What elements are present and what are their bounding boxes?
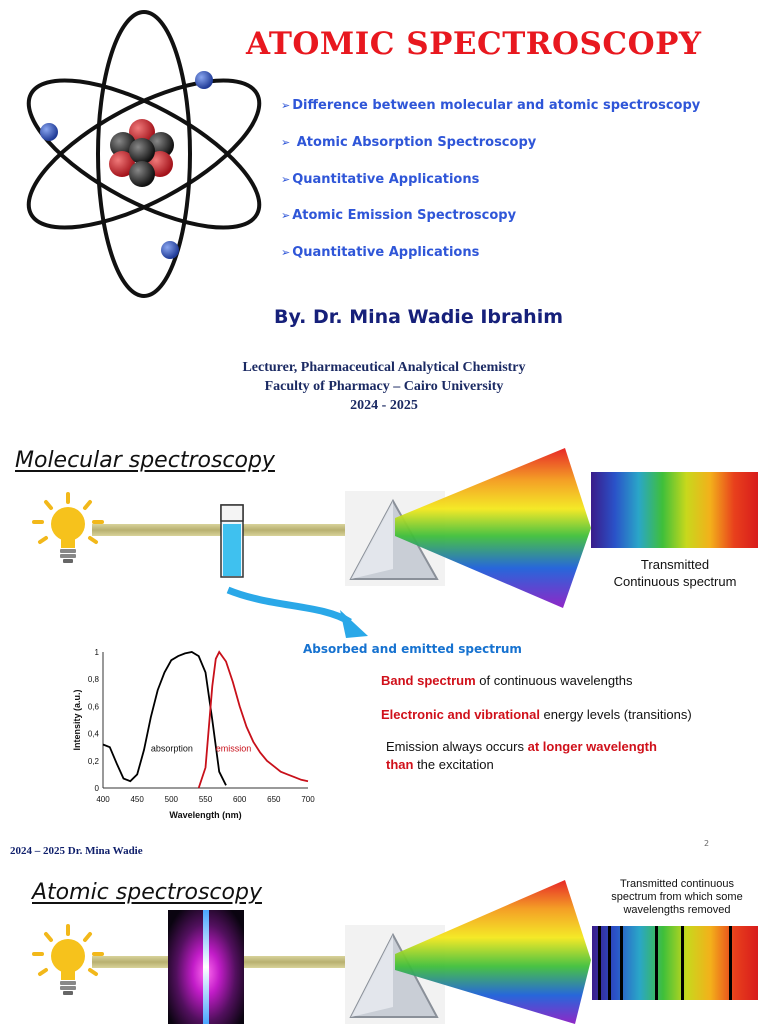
affiliation-line: Faculty of Pharmacy – Cairo University [264,379,504,394]
dispersed-spectrum [395,448,595,618]
affiliation-line: 2024 - 2025 [350,398,418,413]
slide-molecular [0,436,768,864]
y-tick-label: 1 [94,648,99,657]
section-heading: Atomic spectroscopy [32,880,262,905]
slide-footer: 2024 – 2025 Dr. Mina Wadie [10,845,143,857]
slide-title [0,0,768,430]
note-energy-levels: Electronic and vibrational energy levels (transitions) [381,707,692,722]
y-tick-label: 0,2 [87,756,99,766]
note-than-excitation: than the excitation [386,757,494,772]
y-tick-label: 0,4 [87,729,99,739]
y-axis-label: Intensity (a.u.) [72,689,82,751]
bullet-item: ➢ Difference between molecular and atomic spectroscopy [281,98,701,113]
bullet-item: ➢ Quantitative Applications [281,172,480,187]
bullet-item: ➢ Atomic Absorption Spectroscopy [281,135,537,150]
x-tick-label: 600 [232,795,247,804]
series-label-absorption: absorption [150,743,193,754]
atomizer-electrode [203,910,209,1024]
series-label-emission: emission [215,743,252,754]
affiliation-line: Lecturer, Pharmaceutical Analytical Chemistry [242,360,526,375]
arrow-bullet-icon: ➢ [281,136,291,149]
page-number: 2 [704,839,710,848]
author-name: By. Dr. Mina Wadie Ibrahim [274,306,564,328]
line-spectrum-bar [592,926,758,1000]
x-axis-label: Wavelength (nm) [169,810,242,820]
atom-illustration [8,8,280,308]
absorption-emission-chart [70,644,320,836]
x-tick-label: 450 [130,795,144,804]
arrow-bullet-icon: ➢ [281,246,291,259]
series-line-absorption [103,652,226,785]
arrow-bullet-icon: ➢ [281,173,291,186]
electron [161,241,179,259]
electron [40,123,58,141]
y-tick-label: 0,6 [87,702,99,712]
nucleus [109,119,174,187]
y-tick-label: 0,8 [87,675,99,685]
absorption-line [598,926,601,1000]
dispersed-spectrum [395,880,595,1024]
series-line-emission [199,652,308,788]
absorption-line [608,926,611,1000]
x-tick-label: 700 [301,795,315,804]
bullet-item: ➢ Quantitative Applications [281,245,480,260]
section-heading: Molecular spectroscopy [15,448,275,473]
slide-atomic [0,870,768,1024]
arrow-bullet-icon: ➢ [281,209,291,222]
arrow-bullet-icon: ➢ [281,99,291,112]
note-band-spectrum: Band spectrum of continuous wavelengths [381,673,633,688]
spectrum-caption: Transmitted continuous spectrum from which some wavelengths removed [611,878,743,916]
absorption-line [655,926,658,1000]
absorption-line [681,926,684,1000]
cuvette-icon [218,502,248,582]
absorption-line [620,926,623,1000]
note-emission-longer: Emission always occurs at longer wavelength [386,739,657,754]
electron [195,71,213,89]
y-tick-label: 0 [94,784,99,793]
absorbed-emitted-title: Absorbed and emitted spectrum [303,642,522,656]
x-tick-label: 400 [96,795,110,804]
x-tick-label: 500 [164,795,179,804]
curved-arrow-icon [222,584,377,646]
absorption-line [729,926,732,1000]
x-tick-label: 650 [267,795,281,804]
spectrum-caption: Transmitted Continuous spectrum [613,557,737,589]
x-tick-label: 550 [198,795,213,804]
bullet-item: ➢ Atomic Emission Spectroscopy [281,208,517,223]
continuous-spectrum-bar [591,472,758,548]
page-title: ATOMIC SPECTROSCOPY [246,26,702,62]
